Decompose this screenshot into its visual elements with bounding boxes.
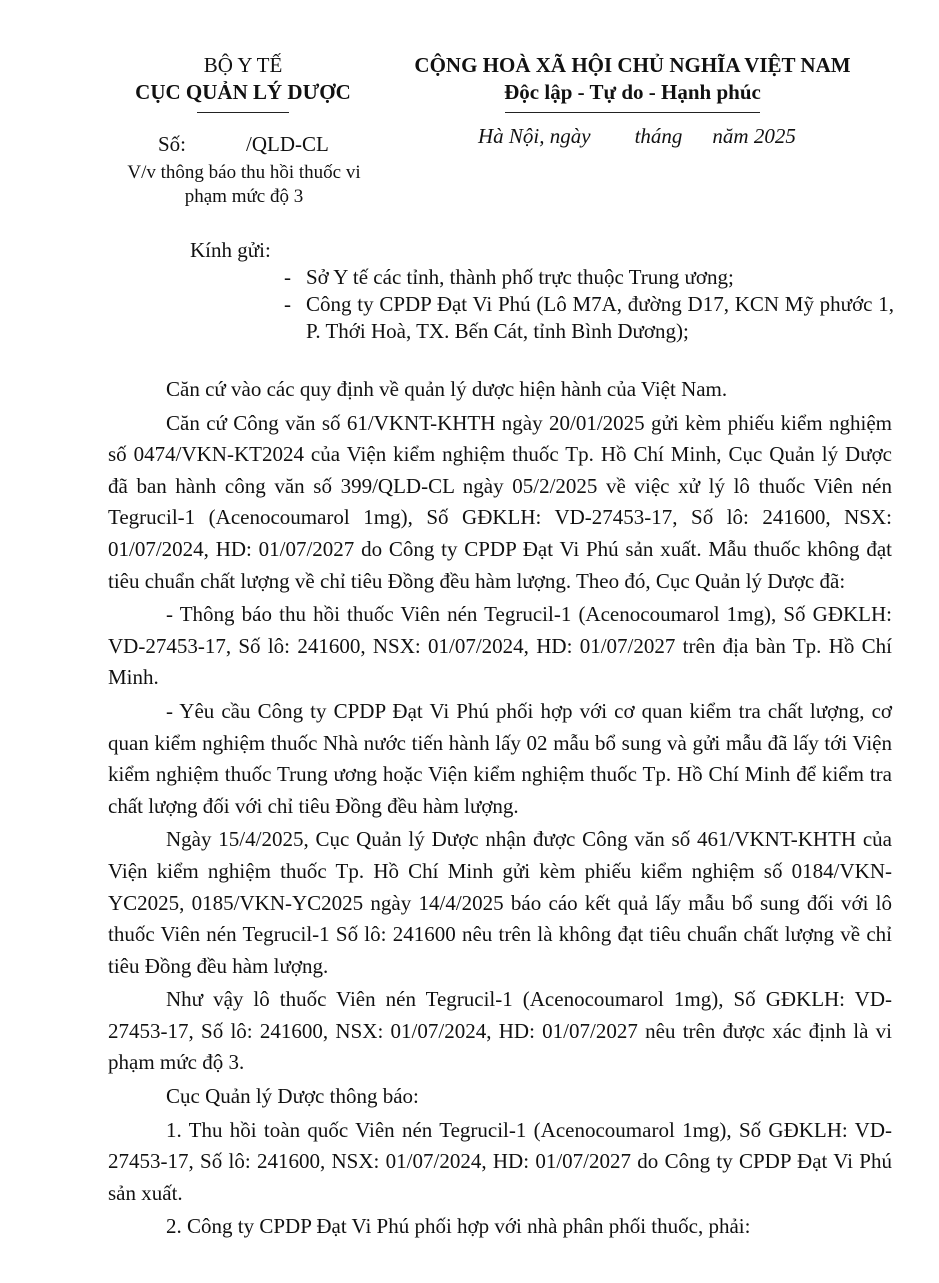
recipient-item: - Công ty CPDP Đạt Vi Phú (Lô M7A, đường D17, KCN Mỹ phước 1, P. Thới Hoà, TX. Bến Cát, tỉnh Bình Dương);	[284, 292, 894, 343]
body-paragraph: Căn cứ Công văn số 61/VKNT-KHTH ngày 20/01/2025 gửi kèm phiếu kiểm nghiệm số 0474/VKN-KT2024 của Viện kiểm nghiệm thuốc Tp. Hồ Chí Minh, Cục Quản lý Dược đã ban hành công văn số 399/QLD-CL ngày 05/2/2025 về việc xử lý lô thuốc Viên nén Tegrucil-1 (Acenocoumarol 1mg), Số GĐKLH: VD-27453-17, Số lô: 241600, NSX: 01/07/2024, HD: 01/07/2027 do Công ty CPDP Đạt Vi Phú sản xuất. Mẫu thuốc không đạt tiêu chuẩn chất lượng về chỉ tiêu Đồng đều hàm lượng. Theo đó, Cục Quản lý Dược đã:	[108, 410, 892, 593]
document-body	[108, 374, 892, 1243]
recipient-item: - Sở Y tế các tỉnh, thành phố trực thuộc Trung ương;	[284, 265, 734, 289]
issue-date	[478, 124, 796, 149]
body-paragraph: - Yêu cầu Công ty CPDP Đạt Vi Phú phối hợp với cơ quan kiểm tra chất lượng, cơ quan kiểm nghiệm thuốc Nhà nước tiến hành lấy 02 mẫu bổ sung và gửi mẫu đã lấy tới Viện kiểm nghiệm thuốc Trung ương hoặc Viện kiểm nghiệm thuốc Tp. Hồ Chí Minh để kiểm tra chất lượng đối với chỉ tiêu Đồng đều hàm lượng.	[108, 698, 892, 818]
number-suffix: /QLD-CL	[246, 132, 329, 156]
ministry-name: BỘ Y TẾ	[203, 53, 283, 77]
body-paragraph: 2. Công ty CPDP Đạt Vi Phú phối hợp với nhà phân phối thuốc, phải:	[166, 1214, 751, 1239]
national-motto: Độc lập - Tự do - Hạnh phúc	[504, 80, 761, 104]
body-paragraph: - Thông báo thu hồi thuốc Viên nén Tegrucil-1 (Acenocoumarol 1mg), Số GĐKLH: VD-27453-17, Số lô: 241600, NSX: 01/07/2024, HD: 01/07/2027 trên địa bàn Tp. Hồ Chí Minh.	[108, 602, 892, 690]
number-label: Số:	[158, 132, 187, 156]
issuing-authority	[108, 52, 378, 113]
document-number	[158, 132, 329, 157]
date-month: tháng	[634, 124, 683, 148]
department-name: CỤC QUẢN LÝ DƯỢC	[135, 80, 351, 104]
date-place: Hà Nội, ngày	[478, 124, 591, 148]
recipient-text: Sở Y tế các tỉnh, thành phố trực thuộc Trung ương;	[306, 265, 734, 289]
body-paragraph: Như vậy lô thuốc Viên nén Tegrucil-1 (Acenocoumarol 1mg), Số GĐKLH: VD-27453-17, Số lô: 241600, NSX: 01/07/2024, HD: 01/07/2027 nêu trên được xác định là vi phạm mức độ 3.	[108, 987, 892, 1075]
country-name: CỘNG HOÀ XÃ HỘI CHỦ NGHĨA VIỆT NAM	[414, 53, 851, 77]
date-year: năm 2025	[712, 124, 796, 148]
recipient-text: Công ty CPDP Đạt Vi Phú (Lô M7A, đường D17, KCN Mỹ phước 1, P. Thới Hoà, TX. Bến Cát, tỉnh Bình Dương);	[306, 292, 894, 343]
body-paragraph: 1. Thu hồi toàn quốc Viên nén Tegrucil-1 (Acenocoumarol 1mg), Số GĐKLH: VD-27453-17, Số lô: 241600, NSX: 01/07/2024, HD: 01/07/2027 do Công ty CPDP Đạt Vi Phú sản xuất.	[108, 1117, 892, 1205]
recipients-list	[284, 264, 894, 345]
body-paragraph: Ngày 15/4/2025, Cục Quản lý Dược nhận được Công văn số 461/VKNT-KHTH của Viện kiểm nghiệm thuốc Tp. Hồ Chí Minh gửi kèm phiếu kiểm nghiệm số 0184/VKN-YC2025, 0185/VKN-YC2025 ngày 14/4/2025 báo cáo kết quả lấy mẫu bổ sung đối với lô thuốc Viên nén Tegrucil-1 Số lô: 241600 nêu trên là không đạt tiêu chuẩn chất lượng về chỉ tiêu Đồng đều hàm lượng.	[108, 827, 892, 978]
national-header	[390, 52, 875, 113]
body-paragraph: Cục Quản lý Dược thông báo:	[166, 1084, 419, 1109]
document-subject: V/v thông báo thu hồi thuốc vi phạm mức độ 3	[127, 162, 361, 207]
body-paragraph: Căn cứ vào các quy định về quản lý dược hiện hành của Việt Nam.	[166, 377, 728, 401]
recipients-greeting: Kính gửi:	[190, 238, 271, 262]
header-left-divider	[197, 112, 289, 113]
header-right-divider	[505, 112, 760, 113]
